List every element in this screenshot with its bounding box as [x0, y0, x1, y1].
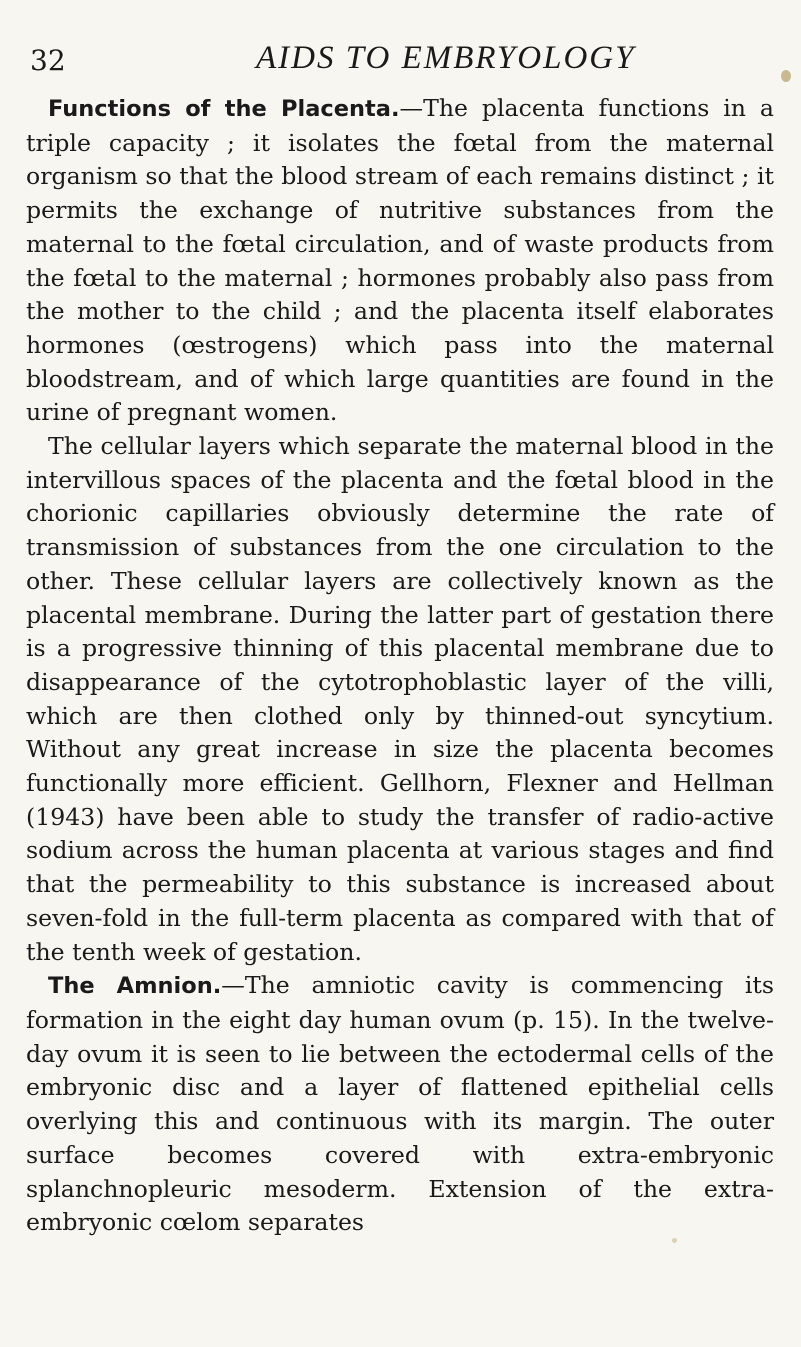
paragraph-text: —The amniotic cavity is commencing its formation in the eight day human ovum (p. 15). In the twelve-day ovum it is seen to lie between the ectodermal cells of the embryonic disc and a layer of flattened epithelial cells overlying this and continuous with its margin. The outer surface becomes covered with extra-embryonic splanchnopleuric mesoderm. Extension of the extra-embryonic cœlom separates [26, 971, 775, 1237]
paragraph-placenta-functions [26, 92, 774, 430]
book-title: AIDS TO EMBRYOLOGY [256, 40, 636, 76]
section-heading-placenta: Functions of the Placenta. [48, 96, 400, 122]
paper-speck [781, 70, 791, 82]
running-head [30, 38, 781, 78]
paragraph-text: —The placenta functions in a triple capacity ; it isolates the fœtal from the maternal organism so that the blood stream of each remains distinct ; it permits the exchange of nutritive substances from the maternal to the fœtal circulation, and of waste products from the fœtal to the maternal ; hormones probably also pass from the mother to the child ; and the placenta itself elaborates hormones (œstrogens) which pass into the maternal bloodstream, and of which large quantities are found in the urine of pregnant women. [26, 94, 774, 427]
section-heading-amnion: The Amnion. [48, 973, 222, 1000]
paragraph-amnion [26, 969, 774, 1240]
paragraph-text: The cellular layers which separate the maternal blood in the intervillous spaces of the placenta and the fœtal blood in the chorionic capillaries obviously determine the rate of transmission of substances from the one circulation to the other. These cellular layers are collectively known as the placental membrane. During the latter part of gestation there is a progressive thinning of this placental membrane due to disappearance of the cytotrophoblastic layer of the villi, which are then clothed only by thinned-out syncytium. Without any great increase in size the placenta becomes functionally more efficient. Gellhorn, Flexner and Hellman (1943) have been able to study the transfer of radio-active sodium across the human placenta at various stages and find that the permeability to this substance is increased about seven-fold in the full-term placenta as compared with that of the tenth week of gestation. [26, 432, 774, 966]
paragraph-placental-membrane [26, 430, 774, 969]
body-text [26, 92, 774, 1240]
page-number: 32 [30, 44, 66, 77]
